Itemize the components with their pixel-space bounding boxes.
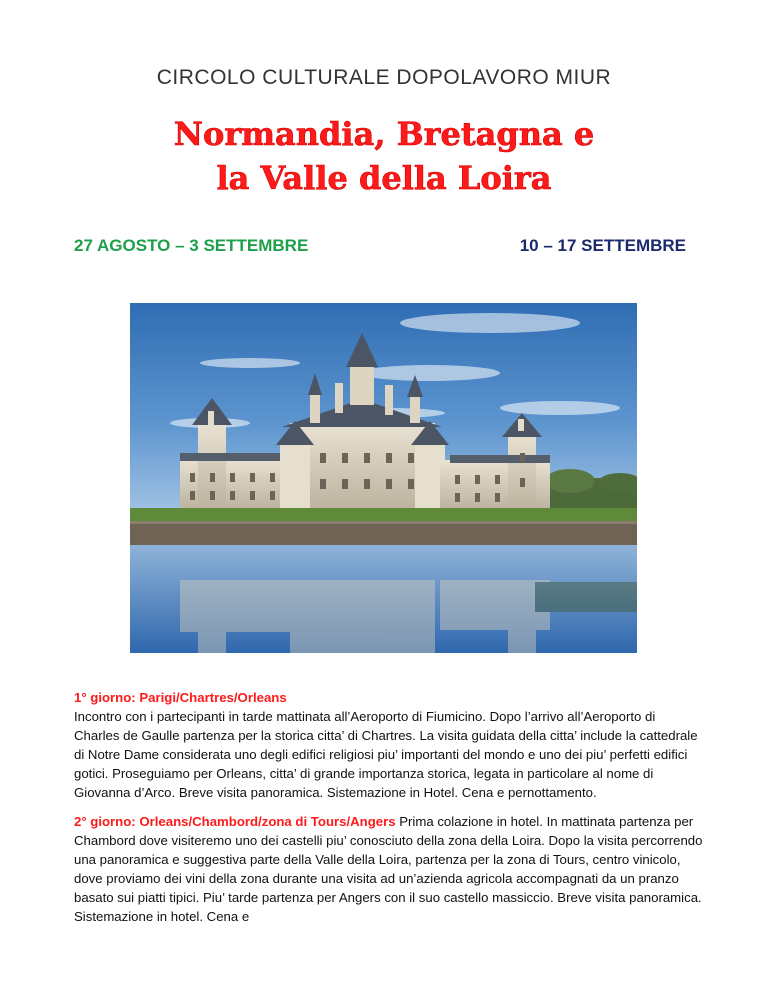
day-2-text: Prima colazione in hotel. In mattinata partenza per Chambord dove visiteremo uno dei castelli piu’ conosciuto della zona della Loira. Dopo la visita percorrendo una panoramica e suggestiva parte della Valle della Loira, partenza per la zona di Tours, centro vinicolo, dove proviamo dei vini della zona durante una visita ad un’azienda agricola accompagnati da un pranzo basato sui piatti tipici. Piu’ tarde partenza per Angers con il suo castello massiccio. Breve visita panoramica. Sistemazione in hotel. Cena e — [74, 814, 703, 924]
page-title — [0, 112, 768, 200]
day-1-paragraph — [74, 688, 704, 802]
organization-name: CIRCOLO CULTURALE DOPOLAVORO MIUR — [156, 66, 612, 89]
date-range-first: 27 AGOSTO – 3 SETTEMBRE — [74, 236, 309, 255]
day-2-heading: 2° giorno: Orleans/Chambord/zona di Tours/Angers — [74, 814, 396, 829]
day-2-paragraph — [74, 812, 704, 926]
day-1-heading: 1° giorno: Parigi/Chartres/Orleans — [74, 690, 287, 705]
title-line-2: la Valle della Loira — [216, 159, 552, 197]
date-range-second: 10 – 17 SETTEMBRE — [519, 236, 686, 255]
title-line-1: Normandia, Bretagna e — [173, 115, 595, 153]
castle-photo — [130, 303, 637, 653]
day-1-text: Incontro con i partecipanti in tarde mattinata all’Aeroporto di Fiumicino. Dopo l’arrivo all’Aeroporto di Charles de Gaulle partenza per la storica citta’ di Chartres. La visita guidata della citta’ include la cattedrale di Notre Dame considerata uno degli edifici religiosi piu’ importanti del mondo e uno dei piu’ perfetti edifici gotici. Proseguiamo per Orleans, citta’ di grande importanza storica, legata in particolare al nome di Giovanna d’Arco. Breve visita panoramica. Sistemazione in Hotel. Cena e pernottamento. — [74, 709, 698, 800]
itinerary — [74, 688, 704, 936]
